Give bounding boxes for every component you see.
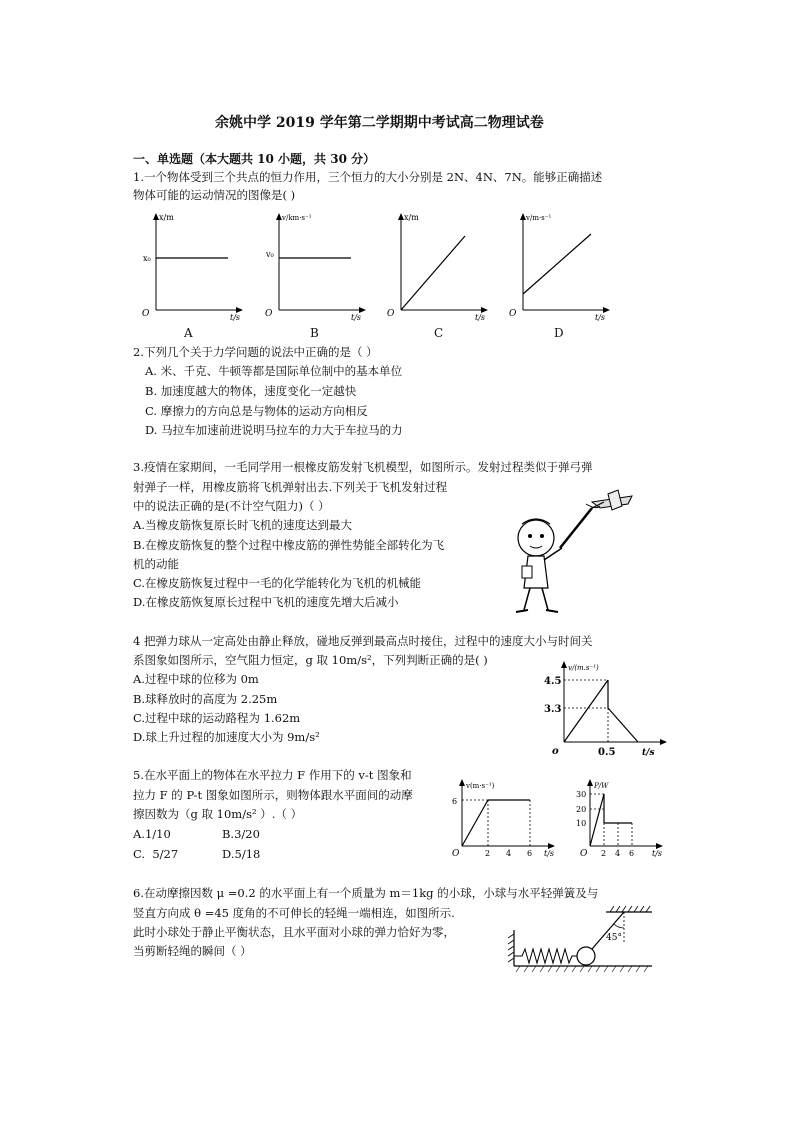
- q1-d-xlabel: t/s: [595, 313, 606, 322]
- q5p-xtick-6: 6: [629, 849, 635, 858]
- q4-option-c: C.过程中球的运动路程为 1.62m: [133, 711, 301, 725]
- q3-option-b: B.在橡皮筋恢复的整个过程中橡皮筋的弹性势能全部转化为飞: [133, 538, 445, 552]
- q5p-xtick-2: 2: [601, 849, 607, 858]
- q4-ylabel: v/(m.s⁻¹): [568, 664, 599, 672]
- q1-graph-a: [140, 212, 250, 322]
- q6-line-1: 6.在动摩擦因数 μ =0.2 的水平面上有一个质量为 m＝1kg 的小球，小球与水平轻弹簧及与: [133, 886, 599, 900]
- q5-options-cd: C. 5/27 D.5/18: [133, 847, 261, 861]
- q1-c-ylabel: x/m: [404, 213, 419, 222]
- q4-option-a: A.过程中球的位移为 0m: [133, 672, 259, 686]
- q5p-xtick-4: 4: [615, 849, 621, 858]
- q3-option-b-cont: 机的动能: [133, 557, 179, 571]
- q1-c-xlabel: t/s: [475, 313, 486, 322]
- q2-stem: 2.下列几个关于力学问题的说法中正确的是（ ）: [133, 345, 378, 359]
- q3-line-2: 射弹子一样，用橡皮筋将飞机弹射出去.下列关于飞机发射过程: [133, 480, 448, 494]
- q1-caption-c: C: [434, 326, 444, 340]
- q3-cartoon-illustration: [500, 488, 650, 618]
- q1-graph-b: [263, 212, 373, 322]
- q1-graph-c: [385, 212, 495, 322]
- q4-origin: o: [552, 746, 559, 757]
- q5-power-graph: [572, 778, 672, 858]
- q1-a-origin: O: [142, 309, 150, 319]
- q6-line-2: 竖直方向成 θ =45 度角的不可伸长的轻绳一端相连，如图所示.: [133, 906, 455, 920]
- q4-line-2: 系图象如图所示，空气阻力恒定，g 取 10m/s²，下列判断正确的是( ): [133, 653, 488, 667]
- q4-line-1: 4 把弹力球从一定高处由静止释放，碰地反弹到最高点时接住，过程中的速度大小与时间关: [133, 634, 593, 648]
- q6-line-4: 当剪断轻绳的瞬间（ ）: [133, 944, 252, 958]
- q5v-xtick-2: 2: [485, 849, 491, 858]
- q3-option-c: C.在橡皮筋恢复过程中一毛的化学能转化为飞机的机械能: [133, 576, 422, 590]
- q1-stem-line2: 物体可能的运动情况的图像是( ): [133, 188, 296, 202]
- q5v-ylabel: v(m·s⁻¹): [466, 782, 495, 790]
- q4-xtick-05: 0.5: [598, 747, 616, 758]
- q2-option-c: C. 摩擦力的方向总是与物体的运动方向相反: [145, 404, 368, 418]
- q1-stem-line1: 1.一个物体受到三个共点的恒力作用，三个恒力的大小分别是 2N、4N、7N。能够正确描述: [133, 170, 603, 184]
- q3-option-a: A.当橡皮筋恢复原长时飞机的速度达到最大: [133, 518, 352, 532]
- q5v-xtick-4: 4: [506, 849, 512, 858]
- q5p-ytick-10: 10: [576, 819, 587, 828]
- q1-d-origin: O: [509, 309, 517, 319]
- q1-a-xlabel: t/s: [230, 313, 241, 322]
- q5v-origin: O: [452, 849, 460, 859]
- q3-option-d: D.在橡皮筋恢复原长过程中飞机的速度先增大后减小: [133, 595, 399, 609]
- q1-b-level: v₀: [266, 250, 274, 259]
- q4-ytick-33: 3.3: [544, 704, 562, 715]
- page-title: 余姚中学 2019 学年第二学期期中考试高二物理试卷: [215, 115, 544, 131]
- q1-caption-a: A: [184, 326, 193, 340]
- q5-line-2: 拉力 F 的 P-t 图象如图所示，则物体跟水平面间的动摩: [133, 788, 413, 802]
- q1-c-origin: O: [387, 309, 395, 319]
- q5-line-1: 5.在水平面上的物体在水平拉力 F 作用下的 v-t 图象和: [133, 768, 412, 782]
- section-header: 一、单选题（本大题共 10 小题，共 30 分）: [133, 152, 376, 166]
- q5p-ytick-30: 30: [576, 790, 587, 799]
- q1-a-ylabel: x/m: [159, 213, 174, 222]
- q4-velocity-graph: [540, 660, 680, 760]
- q1-a-level: x₀: [143, 254, 151, 263]
- q5p-ylabel: P/W: [594, 782, 609, 790]
- q2-option-b: B. 加速度越大的物体，速度变化一定越快: [145, 384, 357, 398]
- q4-option-d: D.球上升过程的加速度大小为 9m/s²: [133, 730, 320, 744]
- q2-option-d: D. 马拉车加速前进说明马拉车的力大于车拉马的力: [145, 423, 403, 437]
- q4-xlabel: t/s: [642, 748, 655, 758]
- q3-line-1: 3.疫情在家期间，一毛同学用一根橡皮筋发射飞机模型，如图所示。发射过程类似于弹弓弹: [133, 460, 593, 474]
- q5-line-3: 擦因数为（g 取 10m/s² ）.（ ）: [133, 807, 303, 821]
- q6-line-3: 此时小球处于静止平衡状态，且水平面对小球的弹力恰好为零，: [133, 925, 455, 939]
- q1-caption-d: D: [554, 326, 564, 340]
- q3-line-3: 中的说法正确的是(不计空气阻力)（ ）: [133, 499, 330, 513]
- q5-velocity-graph: [448, 778, 568, 858]
- q5v-xlabel: t/s: [544, 849, 555, 858]
- q5p-ytick-20: 20: [576, 805, 587, 814]
- q5p-xlabel: t/s: [652, 849, 663, 858]
- q6-angle-label: 45°: [606, 933, 622, 943]
- q1-d-ylabel: v/m·s⁻¹: [526, 214, 552, 222]
- q1-graph-d: [507, 212, 617, 322]
- q1-b-origin: O: [265, 309, 273, 319]
- q4-ytick-45: 4.5: [544, 676, 562, 687]
- q1-caption-b: B: [310, 326, 319, 340]
- q4-option-b: B.球释放时的高度为 2.25m: [133, 692, 278, 706]
- q5v-xtick-6: 6: [527, 849, 533, 858]
- q5p-origin: O: [580, 849, 588, 859]
- q1-b-xlabel: t/s: [351, 313, 362, 322]
- q5-options-ab: A.1/10 B.3/20: [133, 827, 260, 841]
- q6-spring-diagram: [506, 904, 656, 974]
- q5v-ytick-6: 6: [452, 797, 458, 806]
- q2-option-a: A. 米、千克、牛顿等都是国际单位制中的基本单位: [145, 364, 403, 378]
- q1-b-ylabel: v/km·s⁻¹: [282, 214, 312, 222]
